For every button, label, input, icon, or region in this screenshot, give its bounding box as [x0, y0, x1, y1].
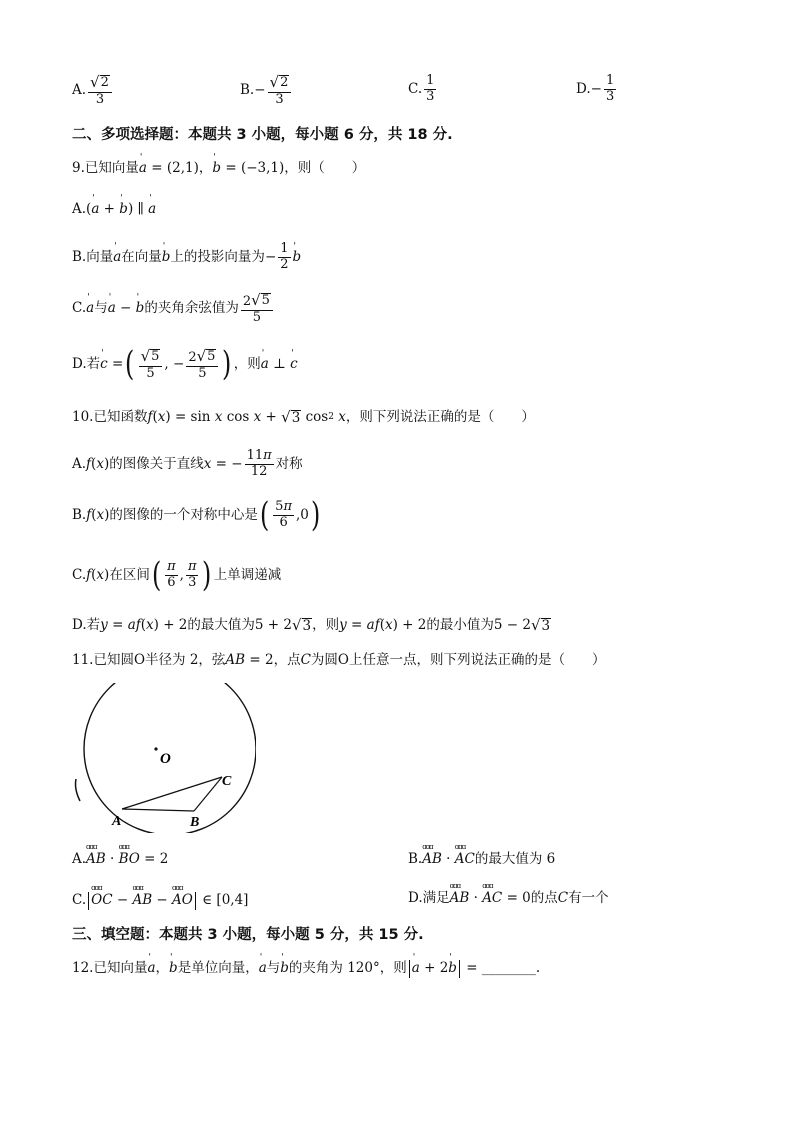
q9-stem: 9.已知向量 ' a = (2,1) ， ' b = (−3,1) ，则（ ）: [72, 162, 365, 176]
numerator: 2: [280, 74, 289, 90]
q10-option-d: D.若 y = af ( x ) + 2 的最大值为 5 + 2 √ 3 ，则 y = af ( x ) + 2 的最小值为 5 − 2 √ 3: [72, 616, 551, 635]
section-heading-multiple-choice: 二、多项选择题：本题共 3 小题，每小题 6 分，共 18 分.: [72, 127, 453, 143]
q8-option-c: [408, 74, 438, 105]
chord-ac: [122, 777, 222, 809]
q9-option-b: B.向量 ' a 在向量 ' b 上的投影向量为 − $\frac{1}{2}$ ' b: [72, 242, 301, 273]
q12-stem-text: ，: [155, 960, 170, 977]
q10-option-c: C. f ( x ) 在区间 ( $\frac{\pi}{6}$ , $\frac{\pi}{3}$ ) 上单调递减: [72, 554, 282, 595]
q10-option-a: A. f ( x ) 的图像关于直线 x = − $\frac{11\pi}{12}$ 对称: [72, 448, 303, 479]
option-text: 的最大值为 6: [474, 851, 556, 867]
option-label: D.: [576, 80, 591, 97]
q12-stem-text: 与: [266, 960, 281, 977]
option-label: A.: [72, 851, 87, 867]
q12-stem-text: 的夹角为 120°，则: [288, 960, 407, 977]
option-label: A.: [72, 82, 87, 99]
option-label: A.: [72, 455, 87, 472]
option-label: C.: [408, 80, 423, 97]
option-text: 的图像关于直线: [109, 455, 204, 472]
option-text: 上的投影向量为: [170, 248, 265, 265]
fraction: $\frac{\pi}{3}$: [187, 559, 197, 590]
option-text: D.若: [72, 617, 101, 634]
q11-option-b: B. ɑɑɑ AB · ɑɑɑ AC 的最大值为 6: [408, 853, 555, 867]
center-dot: [154, 747, 157, 750]
q8-option-a: [72, 74, 114, 108]
q10-stem-end: ，则下列说法正确的是（ ）: [345, 409, 535, 426]
label-c: C: [222, 774, 232, 789]
fraction: $\frac{5\pi}{6}$: [275, 499, 292, 530]
q9-option-a: A. ( ' a + ' b ) ∥ ' a: [72, 203, 156, 217]
fraction: [604, 74, 616, 105]
option-text: D.若: [72, 356, 101, 373]
q10-option-b: B. f ( x ) 的图像的一个对称中心是 ( $\frac{5\pi}{6}$ ,0 ): [72, 494, 321, 535]
fraction: √ 2 3: [268, 74, 292, 108]
q10-stem-text: 10.已知函数: [72, 409, 148, 426]
denominator: 3: [95, 91, 105, 107]
fraction: $\frac{\pi}{6}$: [167, 559, 176, 590]
fraction: 2 √ 5 5: [186, 348, 218, 382]
option-label: B.: [240, 82, 255, 99]
q12-stem-text: 是单位向量，: [177, 960, 259, 977]
q11-stem-text: 11.已知圆O半径为 2，弦: [72, 652, 226, 668]
fraction: $\frac{11\pi}{12}$: [246, 448, 272, 479]
chord-ab: [122, 809, 194, 811]
option-text: 的夹角余弦值为: [144, 300, 239, 317]
numerator: 1: [426, 73, 435, 88]
option-text: 的最小值为: [426, 617, 494, 634]
option-text: 在向量: [121, 248, 162, 265]
vec-b-value: (−3,1): [240, 160, 285, 176]
option-text: ，则: [312, 617, 340, 634]
q8-option-b: B. − √ 2 3: [240, 74, 293, 108]
fraction: √ 5 5: [139, 348, 163, 382]
option-text: 的最大值为: [187, 617, 255, 634]
label-o: O: [160, 751, 171, 767]
q12-stem-text: 12.已知向量: [72, 960, 148, 977]
option-label: C.: [72, 566, 87, 583]
fraction: √ 2 3: [88, 74, 112, 108]
q11-option-d: D.满足 ɑɑɑ AB · ɑɑɑ AC = 0 的点 C 有一个: [408, 892, 609, 906]
option-label: C.: [72, 892, 87, 909]
label-a: A: [112, 814, 122, 829]
denominator: 3: [605, 88, 615, 104]
option-text: 的图像的一个对称中心是: [109, 506, 258, 523]
q9-stem-text: 9.已知向量: [72, 160, 139, 176]
q12-stem: 12.已知向量 ' a ， ' b 是单位向量， ' a 与 ' b 的夹角为 120°，则 ' a + 2 ' b = ________.: [72, 960, 540, 978]
fraction: [424, 74, 436, 105]
option-text: 对称: [275, 455, 303, 472]
q9-option-d: D.若 ' c = ( √ 5 5 , − 2 √ 5 5 ) ，则 ' a ⊥ ' c: [72, 348, 298, 382]
q10-stem: 10.已知函数 f ( x ) = sin x cos x + √ 3 cos 2 x ，则下列说法正确的是（ ）: [72, 408, 535, 427]
q11-option-a: A. ɑɑɑ AB · ɑɑɑ BO = 2: [72, 853, 168, 867]
denominator: 3: [426, 88, 435, 104]
q11-option-c: C. ɑɑɑ OC − ɑɑɑ AB − ɑɑɑ AO ∈ [0,4]: [72, 892, 248, 910]
option-label: A.: [72, 201, 87, 217]
option-text: 有一个: [568, 890, 609, 906]
numerator: 2: [100, 74, 109, 90]
section-heading-fill-blank: 三、填空题：本题共 3 小题，每小题 5 分，共 15 分.: [72, 927, 424, 943]
q11-stem-end: 为圆O上任意一点，则下列说法正确的是（ ）: [310, 652, 606, 668]
denominator: 3: [275, 91, 284, 107]
option-text: B.向量: [72, 248, 114, 265]
option-text: D.满足: [408, 890, 450, 906]
option-label: B.: [72, 506, 87, 523]
q11-stem: 11.已知圆O半径为 2，弦 AB = 2 ，点 C 为圆O上任意一点，则下列说法正确的是（ ）: [72, 652, 606, 668]
fraction: 2 √ 5 5: [241, 292, 273, 326]
circle-figure: [66, 683, 256, 833]
numerator: 1: [605, 73, 615, 88]
q9-option-c: C. ' a 与 ' a − ' b 的夹角余弦值为 2 √ 5 5: [72, 292, 275, 326]
q9-stem-end: ，则（ ）: [284, 160, 366, 176]
q11-stem-text: ，点: [273, 652, 301, 668]
answer-blank[interactable]: ________.: [481, 960, 541, 977]
vec-a-value: (2,1): [166, 160, 199, 176]
option-text: 的点: [530, 890, 558, 906]
label-b: B: [190, 815, 200, 830]
fraction: $\frac{1}{2}$: [280, 241, 289, 272]
option-text: 在区间: [109, 566, 150, 583]
option-label: B.: [408, 851, 423, 867]
stray-mark: [76, 779, 81, 801]
q8-option-d: D. − $\frac{1}{3}$: [576, 73, 615, 104]
option-label: C.: [72, 300, 87, 317]
option-text: 与: [94, 300, 108, 317]
option-text: 上单调递减: [213, 566, 282, 583]
option-text: ，则: [233, 356, 261, 373]
